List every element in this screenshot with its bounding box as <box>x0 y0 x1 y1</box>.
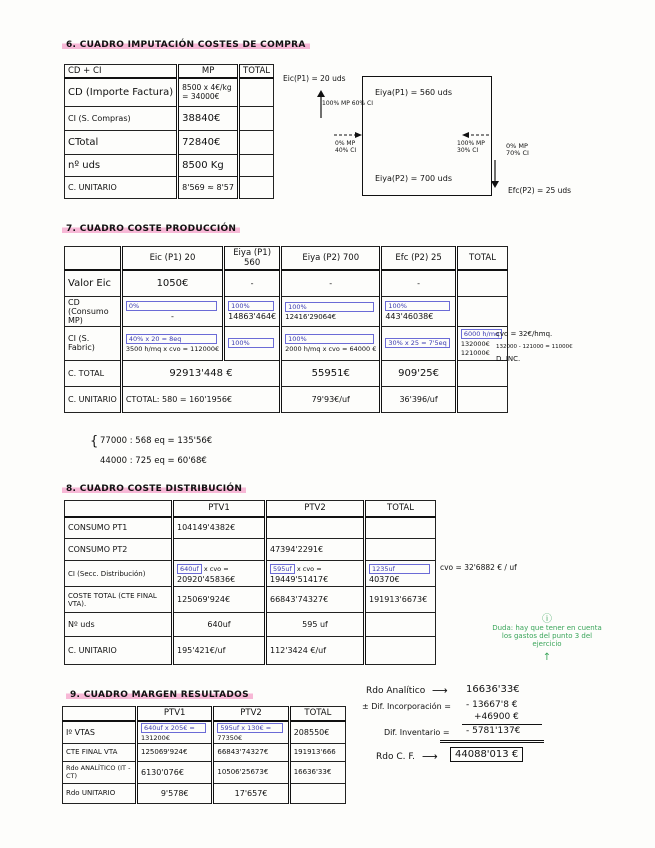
up-note: 100% MP 60% CI <box>322 100 373 107</box>
cell: 6000 h/mq <box>461 329 502 339</box>
pct-badge: 100% <box>385 301 449 311</box>
rdo-analitico-value: 16636'33€ <box>466 684 520 695</box>
row-label: C. UNITARIO <box>65 637 173 665</box>
row-label: CONSUMO PT1 <box>65 517 173 539</box>
right-arrow-icon <box>334 131 362 139</box>
cell: 55951€ <box>281 360 381 386</box>
col-header: Eic (P1) 20 <box>121 247 223 271</box>
cell: 191913'6673€ <box>365 587 436 613</box>
dif-incorporacion-b: +46900 € <box>474 712 519 722</box>
cell: 640uf <box>173 613 266 637</box>
row-label: Rdo ANALÍTICO (IT - CT) <box>63 761 137 783</box>
cell: - <box>281 270 381 296</box>
col-header: TOTAL <box>365 501 436 517</box>
section-8-title: 8. CUADRO COSTE DISTRIBUCIÓN <box>62 484 246 494</box>
col-header: TOTAL <box>239 65 274 79</box>
cell: 112'3424 €/uf <box>266 637 365 665</box>
distribution-cost-table <box>64 500 436 665</box>
up-arrow-icon: ↑ <box>542 652 552 663</box>
row-label: Nº uds <box>65 613 173 637</box>
cell: 595uf x 130€ = <box>217 723 282 733</box>
cell: x cvo = <box>203 564 229 573</box>
cell: 12416'29064€ <box>285 312 337 321</box>
col-header: Eiya (P1) 560 <box>224 247 281 271</box>
left-arrow-icon <box>462 131 490 139</box>
rdo-analitico-label: Rdo Analítico <box>366 686 426 696</box>
cell: 40370€ <box>369 574 400 584</box>
cell: 909'25€ <box>381 360 456 386</box>
rdo-cf-label: Rdo C. F. <box>376 752 415 762</box>
arrow-icon: ⟶ <box>422 750 438 763</box>
col-header: PTV2 <box>266 501 365 517</box>
cell: 1235uf <box>369 564 430 574</box>
divider <box>462 724 542 725</box>
equation-line: 77000 : 568 eq = 135'56€ <box>100 436 213 446</box>
cell: 20920'45836€ <box>177 574 236 584</box>
col-header: PTV1 <box>137 707 213 721</box>
row-label: nº uds <box>65 154 178 176</box>
side-note: cvo = 32'6882 € / uf <box>440 563 517 572</box>
row-label: CI (Secc. Distribución) <box>65 561 173 587</box>
cell: 10506'25673€ <box>213 761 289 783</box>
cell: 1050€ <box>121 270 223 296</box>
cell: - <box>224 270 281 296</box>
arrow-icon: ⟶ <box>432 684 448 697</box>
cell: 79'93€/uf <box>281 386 381 412</box>
dif-inventario-label: Dif. Inventario = <box>384 728 450 737</box>
cell: 443'46038€ <box>385 312 434 321</box>
rdo-cf-value: 44088'013 € <box>450 747 523 762</box>
cell: 19449'51417€ <box>270 574 329 584</box>
section-6-title: 6. CUADRO IMPUTACIÓN COSTES DE COMPRA <box>62 40 310 50</box>
cell: 125069'924€ <box>137 743 213 761</box>
question-icon: ⓘ <box>542 614 552 625</box>
cell: 121000€ <box>460 349 490 357</box>
cost-allocation-table <box>64 64 274 199</box>
pct-badge: 0% <box>126 301 217 311</box>
cell: - <box>381 270 456 296</box>
production-cost-table <box>64 246 508 413</box>
cell: 208550€ <box>289 721 345 744</box>
cell: 595 uf <box>266 613 365 637</box>
cell: 131200€ <box>141 733 170 742</box>
cell: 47394'2291€ <box>266 539 365 561</box>
cell: 640uf x 205€ = <box>141 723 206 733</box>
row-label: C. TOTAL <box>65 360 122 386</box>
pct-badge: 100% <box>285 302 374 312</box>
row-label: C. UNITARIO <box>65 176 178 198</box>
cell: 104149'4382€ <box>173 517 266 539</box>
doubt-text: Duda: hay que tener en cuenta los gastos del punto 3 del ejercicio <box>492 624 602 648</box>
equation-line: 44000 : 725 eq = 60'68€ <box>100 456 207 466</box>
row-label: CD (Consumo MP) <box>65 296 122 326</box>
pct-badge: 100% <box>228 301 274 311</box>
cell: 595uf <box>270 564 295 574</box>
row-label: Rdo UNITARIO <box>63 783 137 803</box>
cell: - <box>171 312 174 321</box>
cell: 8500 Kg <box>178 154 239 176</box>
row-label: COSTE TOTAL (CTE FINAL VTA). <box>65 587 173 613</box>
section-9-title: 9. CUADRO MARGEN RESULTADOS <box>66 690 253 700</box>
row-label: Valor Eic <box>65 270 122 296</box>
cell: x cvo = <box>296 564 322 573</box>
row-label: CI (S. Fabric) <box>65 326 122 360</box>
cell: 72840€ <box>178 130 239 154</box>
cell: 195'421€/uf <box>173 637 266 665</box>
eiya-p2-label: Eiya(P2) = 700 uds <box>375 174 452 183</box>
cell: 66843'74327€ <box>266 587 365 613</box>
cell: 77350€ <box>217 733 243 742</box>
side-note: D. INC. <box>496 355 521 363</box>
dif-inventario-value: - 5781'137€ <box>466 726 521 736</box>
side-note: cvo = 32€/hmq. <box>496 330 553 338</box>
cell: 30% x 25 = 7'5eq <box>385 338 449 348</box>
cell: 8500 x 4€/kg = 34000€ <box>178 78 239 106</box>
row-label: CTotal <box>65 130 178 154</box>
col-header: PTV1 <box>173 501 266 517</box>
efc-label: Efc(P2) = 25 uds <box>508 186 572 195</box>
cell: 132000€ <box>460 340 490 348</box>
cell: CTOTAL: 580 = 160'1956€ <box>121 386 280 412</box>
section-7-title: 7. CUADRO COSTE PRODUCCIÓN <box>62 224 240 234</box>
col-header: TOTAL <box>456 247 507 271</box>
cell: 9'578€ <box>137 783 213 803</box>
cell: 191913'666 <box>289 743 345 761</box>
eic-label: Eic(P1) = 20 uds <box>283 74 346 83</box>
row-label: CD (Importe Factura) <box>65 78 178 106</box>
dif-incorporacion-a: - 13667'8 € <box>466 700 518 710</box>
col-header: MP <box>178 65 239 79</box>
row-label: Iº VTAS <box>63 721 137 744</box>
row-label: C. UNITARIO <box>65 386 122 412</box>
mid-note: 100% MP 30% CI <box>457 140 485 154</box>
pct-badge: 100% <box>285 334 374 344</box>
col-header: Eiya (P2) 700 <box>281 247 381 271</box>
cell: 36'396/uf <box>381 386 456 412</box>
pct-badge: 100% <box>228 338 274 348</box>
cell: 640uf <box>177 564 202 574</box>
cell: 2000 h/mq x cvo = 64000 € <box>285 344 377 353</box>
cell: 125069'924€ <box>173 587 266 613</box>
side-note: 132000 - 121000 = 11000€ <box>496 344 573 350</box>
eiya-p1-label: Eiya(P1) = 560 uds <box>375 88 452 97</box>
brace-icon: { <box>90 434 99 449</box>
results-margin-table <box>62 706 346 804</box>
left-note: 0% MP 40% CI <box>335 140 357 154</box>
col-header: TOTAL <box>289 707 345 721</box>
col-header: Efc (P2) 25 <box>381 247 456 271</box>
cell: 38840€ <box>178 106 239 130</box>
cell: 40% x 20 = 8eq <box>126 334 217 344</box>
divider <box>440 740 544 743</box>
doubt-note <box>490 616 604 662</box>
cell: 3500 h/mq x cvo = 112000€ <box>125 344 220 353</box>
row-label: CTE FINAL VTA <box>63 743 137 761</box>
down-arrow-icon <box>489 160 501 188</box>
dif-incorporacion-label: ± Dif. Incorporación = <box>362 702 451 711</box>
cell: 66843'74327€ <box>213 743 289 761</box>
cell: 14863'464€ <box>228 312 277 321</box>
row-label: CI (S. Compras) <box>65 106 178 130</box>
cell: 17'657€ <box>213 783 289 803</box>
cell: 8'569 ≈ 8'57 <box>178 176 239 198</box>
cell: 16636'33€ <box>289 761 345 783</box>
cell: 92913'448 € <box>121 360 280 386</box>
row-label: CONSUMO PT2 <box>65 539 173 561</box>
cell: 6130'076€ <box>137 761 213 783</box>
col-header: PTV2 <box>213 707 289 721</box>
col-header: CD + CI <box>65 65 178 79</box>
right-note: 0% MP 70% CI <box>506 142 529 157</box>
